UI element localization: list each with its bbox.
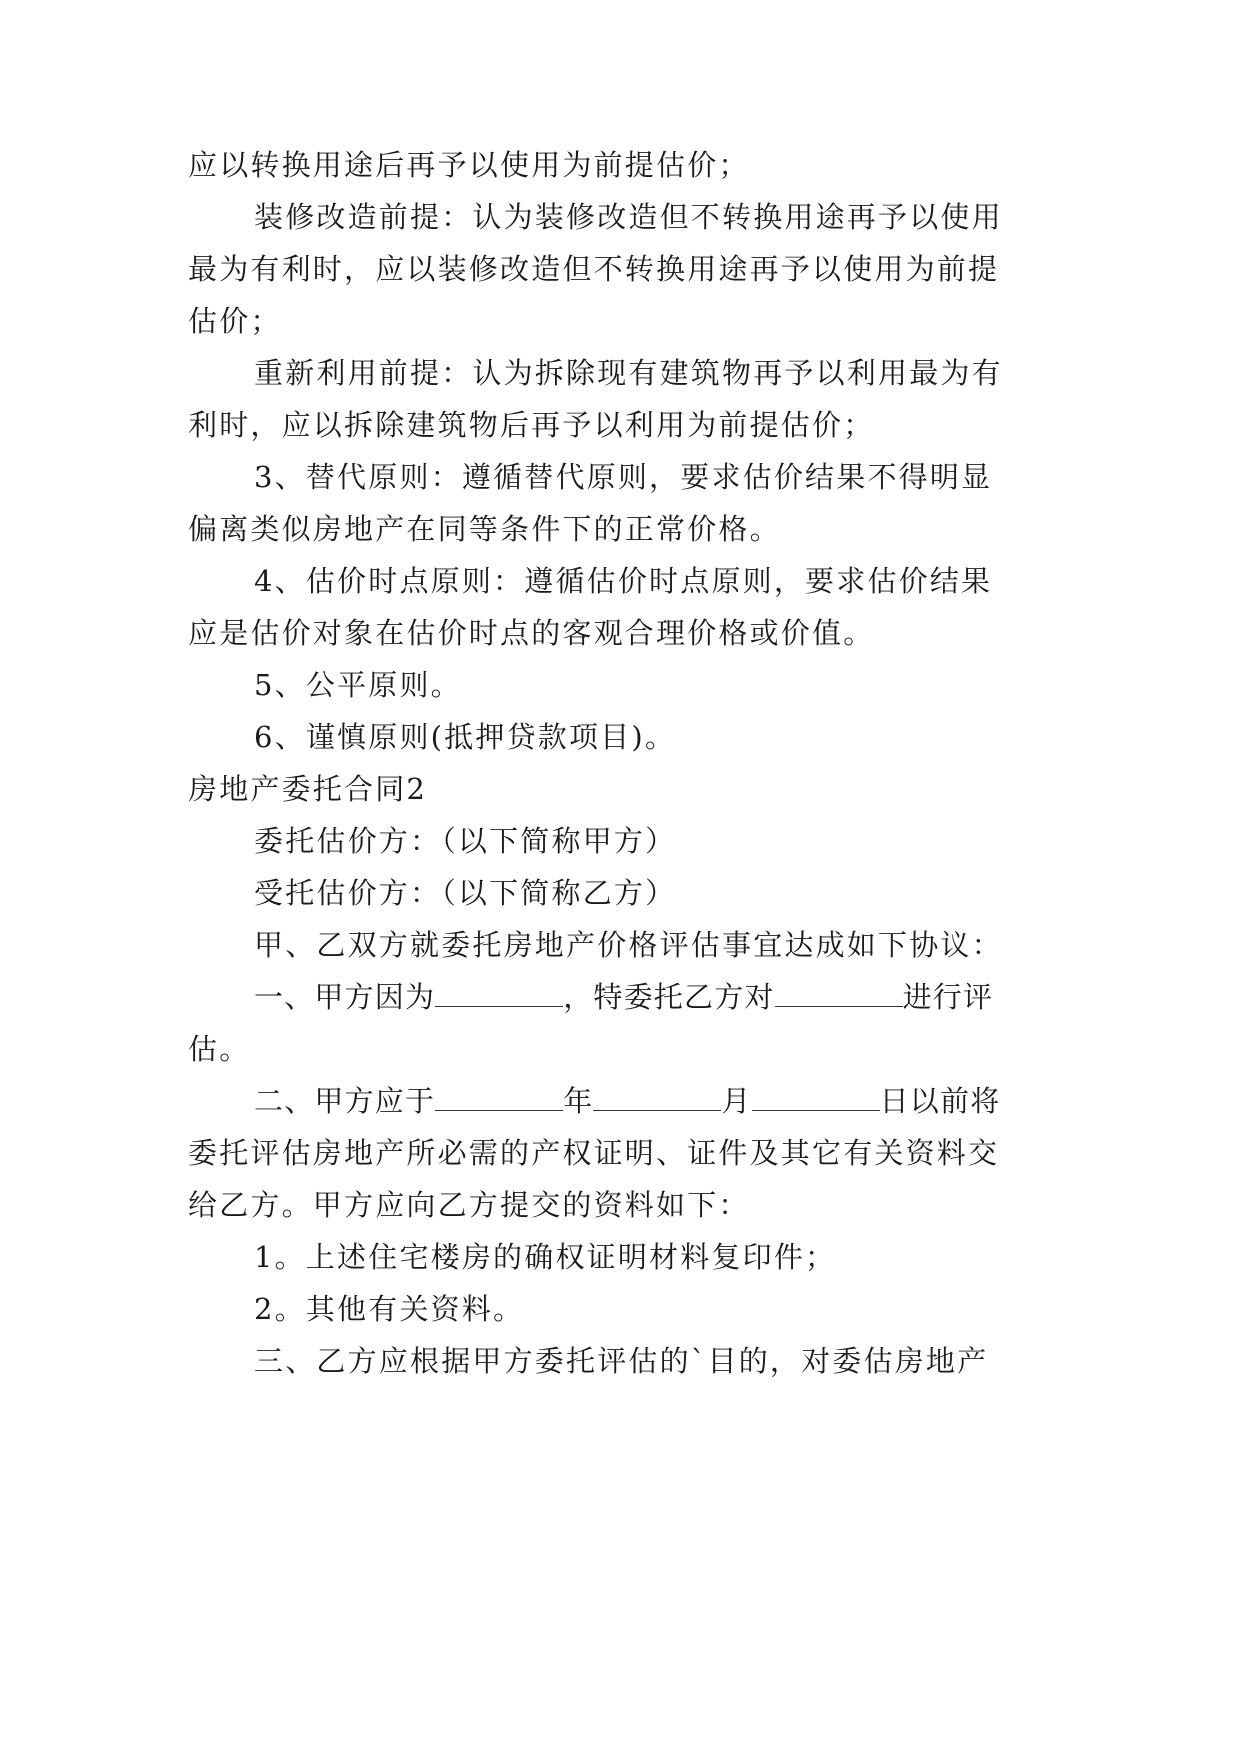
section-heading: 房地产委托合同2 xyxy=(188,772,428,806)
paragraph-line: 3、替代原则：遵循替代原则，要求估价结果不得明显 xyxy=(254,460,993,494)
clause-text: 进行评 xyxy=(902,980,994,1014)
paragraph-line: 4、估价时点原则：遵循估价时点原则，要求估价结果 xyxy=(254,564,993,598)
agreement-intro-line: 甲、乙双方就委托房地产价格评估事宜达成如下协议： xyxy=(254,928,1003,962)
clause-text: 二、甲方应于 xyxy=(254,1084,436,1118)
clause-text: ，特委托乙方对 xyxy=(563,980,775,1014)
list-item: 2。其他有关资料。 xyxy=(254,1292,525,1326)
paragraph-line: 估。 xyxy=(188,1032,251,1066)
month-label: 月 xyxy=(721,1084,752,1118)
year-blank[interactable] xyxy=(435,1084,563,1111)
fill-in-blank[interactable] xyxy=(435,980,563,1007)
clause-text: 日以前将 xyxy=(879,1084,1001,1118)
paragraph-line: 5、公平原则。 xyxy=(254,668,462,702)
client-party-line: 委托估价方：（以下简称甲方） xyxy=(254,824,677,858)
list-item: 1。上述住宅楼房的确权证明材料复印件； xyxy=(254,1240,837,1274)
paragraph-line: 6、谨慎原则(抵押贷款项目)。 xyxy=(254,720,677,754)
paragraph-line: 利时，应以拆除建筑物后再予以利用为前提估价； xyxy=(188,408,875,442)
paragraph-line: 估价； xyxy=(188,304,282,338)
paragraph-line: 应是估价对象在估价时点的客观合理价格或价值。 xyxy=(188,616,875,650)
clause-text: 一、甲方因为 xyxy=(254,980,436,1014)
clause-2-line xyxy=(254,1081,1074,1121)
paragraph-line: 装修改造前提：认为装修改造但不转换用途再予以使用 xyxy=(254,200,1003,234)
paragraph-line: 给乙方。甲方应向乙方提交的资料如下： xyxy=(188,1188,750,1222)
trustee-party-line: 受托估价方：（以下简称乙方） xyxy=(254,876,677,910)
paragraph-line: 重新利用前提：认为拆除现有建筑物再予以利用最为有 xyxy=(254,356,1003,390)
fill-in-blank[interactable] xyxy=(775,980,903,1007)
paragraph-line: 偏离类似房地产在同等条件下的正常价格。 xyxy=(188,512,781,546)
paragraph-line: 三、乙方应根据甲方委托评估的`目的，对委估房地产 xyxy=(254,1344,989,1378)
month-blank[interactable] xyxy=(593,1084,721,1111)
paragraph-line: 委托评估房地产所必需的产权证明、证件及其它有关资料交 xyxy=(188,1136,1000,1170)
day-blank[interactable] xyxy=(752,1084,880,1111)
clause-1-line xyxy=(254,977,1074,1017)
paragraph-line: 最为有利时，应以装修改造但不转换用途再予以使用为前提 xyxy=(188,252,1000,286)
year-label: 年 xyxy=(563,1084,594,1118)
paragraph-line: 应以转换用途后再予以使用为前提估价； xyxy=(188,148,750,182)
